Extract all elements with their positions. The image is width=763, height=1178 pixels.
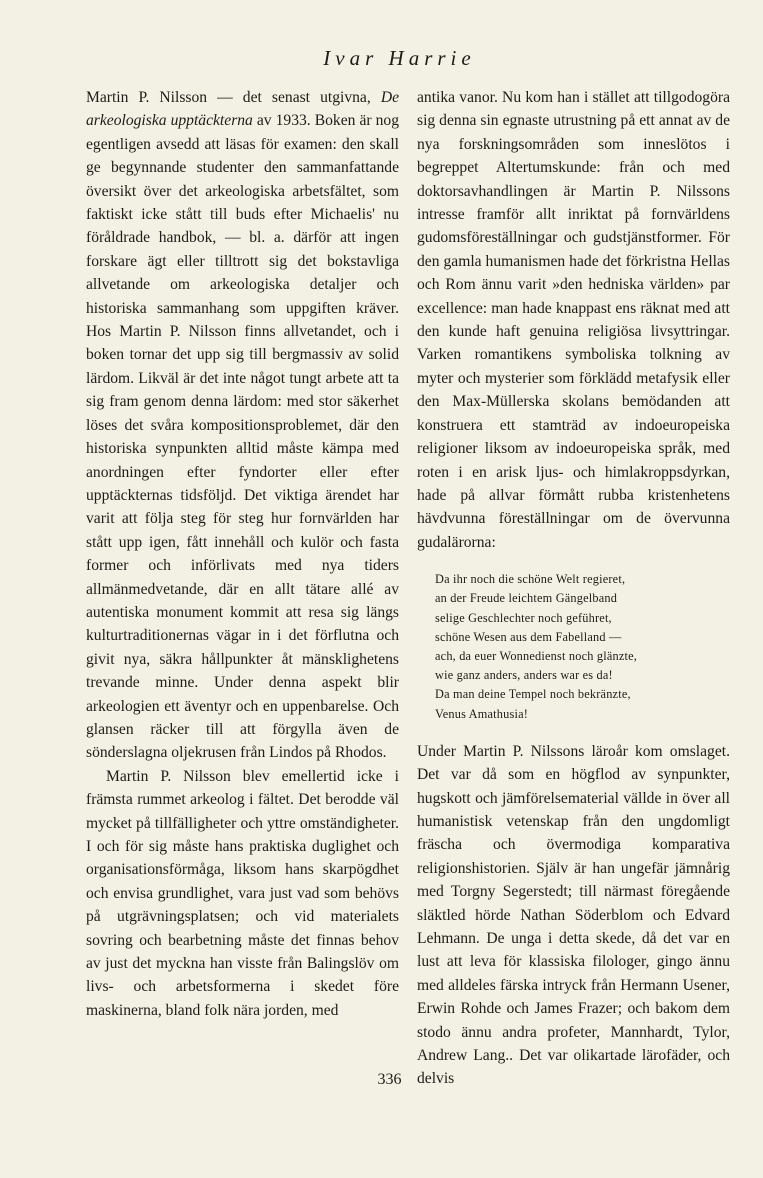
poem-line: wie ganz anders, anders war es da! [435,668,613,683]
paragraph: antika vanor. Nu kom han i stället att tillgodogöra sig denna sin egnaste utrustning på ett annat av de nya forskningsområden som inneslötos i begreppet Altertumskunde: från och med doktorsavhandlingen är Martin P. Nilssons intresse framför allt inriktat på fornvärldens gudomsföreställningar och gudstjänstformer. För den gamla humanismen hade det förkristna Hellas och Rom ännu varit »den hedniska världen» par excellence: man hade knappast ens räknat med att den kunde haft genuina religiösa livsyttringar. Varken romantikens symboliska tolkning av myter och mysterier som förklädd metafysik eller den Max-Müllerska skolans bemödanden att konstruera ett stamträd av indoeuropeiska religioner liksom av indoeuropeiska språk, med roten i en arisk ljus- och himlakroppsdyrkan, hade på allvar förmått rubba kristenhetens hävdvunna föreställningar om de övervunna gudalärorna: [417,89,730,551]
poem-line: schöne Wesen aus dem Fabelland — [435,629,622,644]
poem-quote [435,570,730,724]
right-column [417,86,730,1091]
book-title: De arkeologiska upptäckterna [86,89,399,130]
page-number: 336 [377,1071,402,1088]
paragraph-rest: av 1933. Boken är nog egentligen avsedd att läsas för examen: den skall ge begynnande studenter den sammanfattande översikt över det arkeologiska arbetsfältet, som faktiskt icke stått till buds efter Michaelis' nu föråldrade handbok, — bl. a. därför att ingen forskare ägt eller tilltrott sig det bokstavliga allvetande om arkeologiska detaljer och historiska sammanhang som uppgiften kräver. Hos Martin P. Nilsson finns allvetandet, och i boken tornar det upp sig till bergmassiv av solid lärdom. Likväl är det inte något tungt arbete att ta sig fram genom denna lärdom: med stor säkerhet löses det svåra kompositionsproblemet, där den historiska synpunkten alltid måste kämpa med anordningen efter fyndorter eller efter upptäckternas tidsföljd. Det viktiga ärendet har varit att följa steg för steg hur fornvärlden har stått upp igen, fått innehåll och kulör och fasta former och införlivats med nya tiders allmänmedvetande, där en allt tätare allé av autentiska monument kommit att resa sig längs kulturtraditionernas vägar in i det förflutna och givit nya, säkra hållpunkter åt mänsklighetens trevande minne. Under denna aspekt blir arkeologien ett äventyr och en uppenbarelse. Och glansen räcker till att förgylla även de sönderslagna oljekrusen från Lindos på Rhodos. [86,112,399,762]
poem-line: Da ihr noch die schöne Welt regieret, [435,572,626,587]
poem-line: selige Geschlechter noch geführet, [435,610,612,625]
running-head: Ivar Harrie [323,46,476,70]
paragraph: Martin P. Nilsson blev emellertid icke i främsta rummet arkeolog i fältet. Det berodde väl mycket på tillfälligheter och yttre omständigheter. I och för sig måste hans praktiska duglighet och organisationsförmåga, liksom hans skarpögdhet och envisa grundlighet, vara just vad som behövs på utgrävningsplatsen; och vid materialets sovring och bearbetning måste det finnas behov av just det myckna han visste från Balingslöv om livs- och arbetsformerna i skedet före maskinerna, bland folk nära jorden, med [86,767,399,1019]
poem-line: Da man deine Tempel noch bekränzte, [435,687,631,702]
paragraph-start: Martin P. Nilsson — det senast utgivna, [86,89,381,106]
poem-line: an der Freude leichtem Gängelband [435,591,618,606]
poem-line: ach, da euer Wonnedienst noch glänzte, [435,648,638,663]
paragraph [86,86,399,765]
left-column [86,86,399,1022]
paragraph: Under Martin P. Nilssons läroår kom omslaget. Det var då som en högflod av synpunkter, hugskott och jämförelsematerial vällde in över all humanistisk vetenskap från den ungdomligt fräscha och övermodiga komparativa religionshistorien. Själv är han ungefär jämnårig med Torgny Segerstedt; till närmast föregående släktled hörde Nathan Söderblom och Edvard Lehmann. De unga i detta skede, då det var en lust att leva för klassiska filologer, gingo ännu med alldeles färska intryck från Hermann Usener, Erwin Rohde och James Frazer; och bakom dem stodo ännu andra profeter, Mannhardt, Tylor, Andrew Lang.. Det var olikartade lärofäder, och delvis [417,742,730,1088]
poem-line: Venus Amathusia! [435,706,529,721]
